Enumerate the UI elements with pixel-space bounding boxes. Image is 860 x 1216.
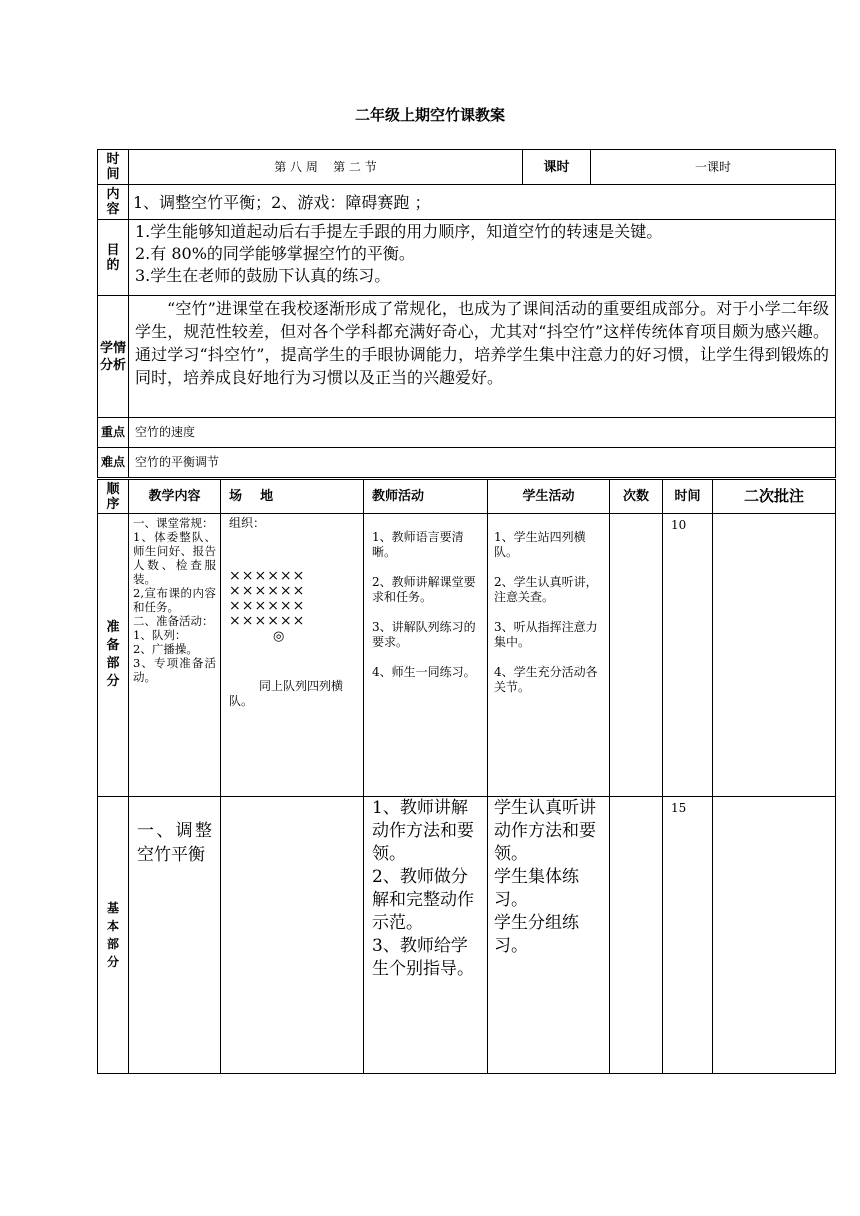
period-label: 课时 [523,150,591,185]
basic-time: 15 [663,797,713,1074]
header-table [97,149,836,478]
time-value: 第 八 周 第 二 节 [129,150,523,185]
basic-content: 一、调整空竹平衡 [129,797,221,1074]
content-label: 内 容 [98,185,129,220]
goal-label: 目 的 [98,220,129,296]
basic-student [488,797,610,1074]
time-label: 时 间 [98,150,129,185]
field-title: 组织： [229,516,266,530]
key-value: 空竹的速度 [129,418,836,448]
goal-1: 1.学生能够知道起动后右手提左手跟的用力顺序，知道空竹的转速是关键。 [135,222,663,241]
period-value: 一课时 [591,150,836,185]
goal-3: 3.学生在老师的鼓励下认真的练习。 [135,266,391,285]
basic-field [221,797,364,1074]
basic-count [610,797,663,1074]
goals [129,220,836,296]
basic-teacher: 1、教师讲解动作方法和要领。 2、教师做分解和完整动作示范。 3、教师给学生个别指导。 [364,797,488,1074]
prep-count [610,514,663,797]
col-time: 时间 [663,480,713,514]
col-order: 顺 序 [98,480,129,514]
key-label: 重点 [98,418,129,448]
prep-field [221,514,364,797]
basic-review [713,797,836,1074]
col-review: 二次批注 [713,480,836,514]
analysis-value: “空竹”进课堂在我校逐渐形成了常规化，也成为了课间活动的重要组成部分。对于小学二年级学生，规范性较差，但对各个学科都充满好奇心，尤其对“抖空竹”这样传统体育项目颇为感兴趣。通过学习“抖空竹”，提高学生的手眼协调能力，培养学生集中注意力的好习惯，让学生得到锻炼的同时，培养成良好地行为习惯以及正当的兴趣爱好。 [129,296,836,418]
prep-content: 一、课堂常规： 1、体委整队、师生问好、报告人数、检查服装。 2,宣布课的内容和任务。 二、准备活动： 1、队列： 2、广播操。 3、专项准备活动。 [129,514,221,797]
col-field: 场 地 [221,480,364,514]
prep-review [713,514,836,797]
section-basic: 基 本 部 分 [98,797,129,1074]
analysis-label: 学情 分析 [98,296,129,418]
difficulty-value: 空竹的平衡调节 [129,448,836,478]
basic-student-text: 学生认真听讲动作方法和要领。 学生集体练习。 学生分组练习。 [494,798,596,956]
prep-teacher: 1、教师语言要清晰。 2、教师讲解课堂要求和任务。 3、讲解队列练习的要求。 4、师生一同练习。 [364,514,488,797]
col-teacher: 教师活动 [364,480,488,514]
teacher-symbol: ◎ [273,629,285,644]
field-note: 同上队列四列横队。 [229,679,344,708]
col-student: 学生活动 [488,480,610,514]
col-count: 次数 [610,480,663,514]
prep-student: 1、学生站四列横队。 2、学生认真听讲，注意关查。 3、听从指挥注意力集中。 4、学生充分活动各关节。 [488,514,610,797]
content-value: 1、调整空竹平衡；2、游戏：障碍赛跑 ； [129,185,836,220]
lesson-table [97,479,836,1074]
section-prep: 准 备 部 分 [98,514,129,797]
col-content: 教学内容 [129,480,221,514]
page-title: 二年级上期空竹课教案 [354,106,505,124]
formation-marks: ×××××× ×××××× ×××××× ×××××× [229,568,306,629]
prep-time: 10 [663,514,713,797]
goal-2: 2.有 80%的同学能够掌握空竹的平衡。 [135,244,415,263]
table-row [98,797,836,1074]
table-row [98,514,836,797]
difficulty-label: 难点 [98,448,129,478]
